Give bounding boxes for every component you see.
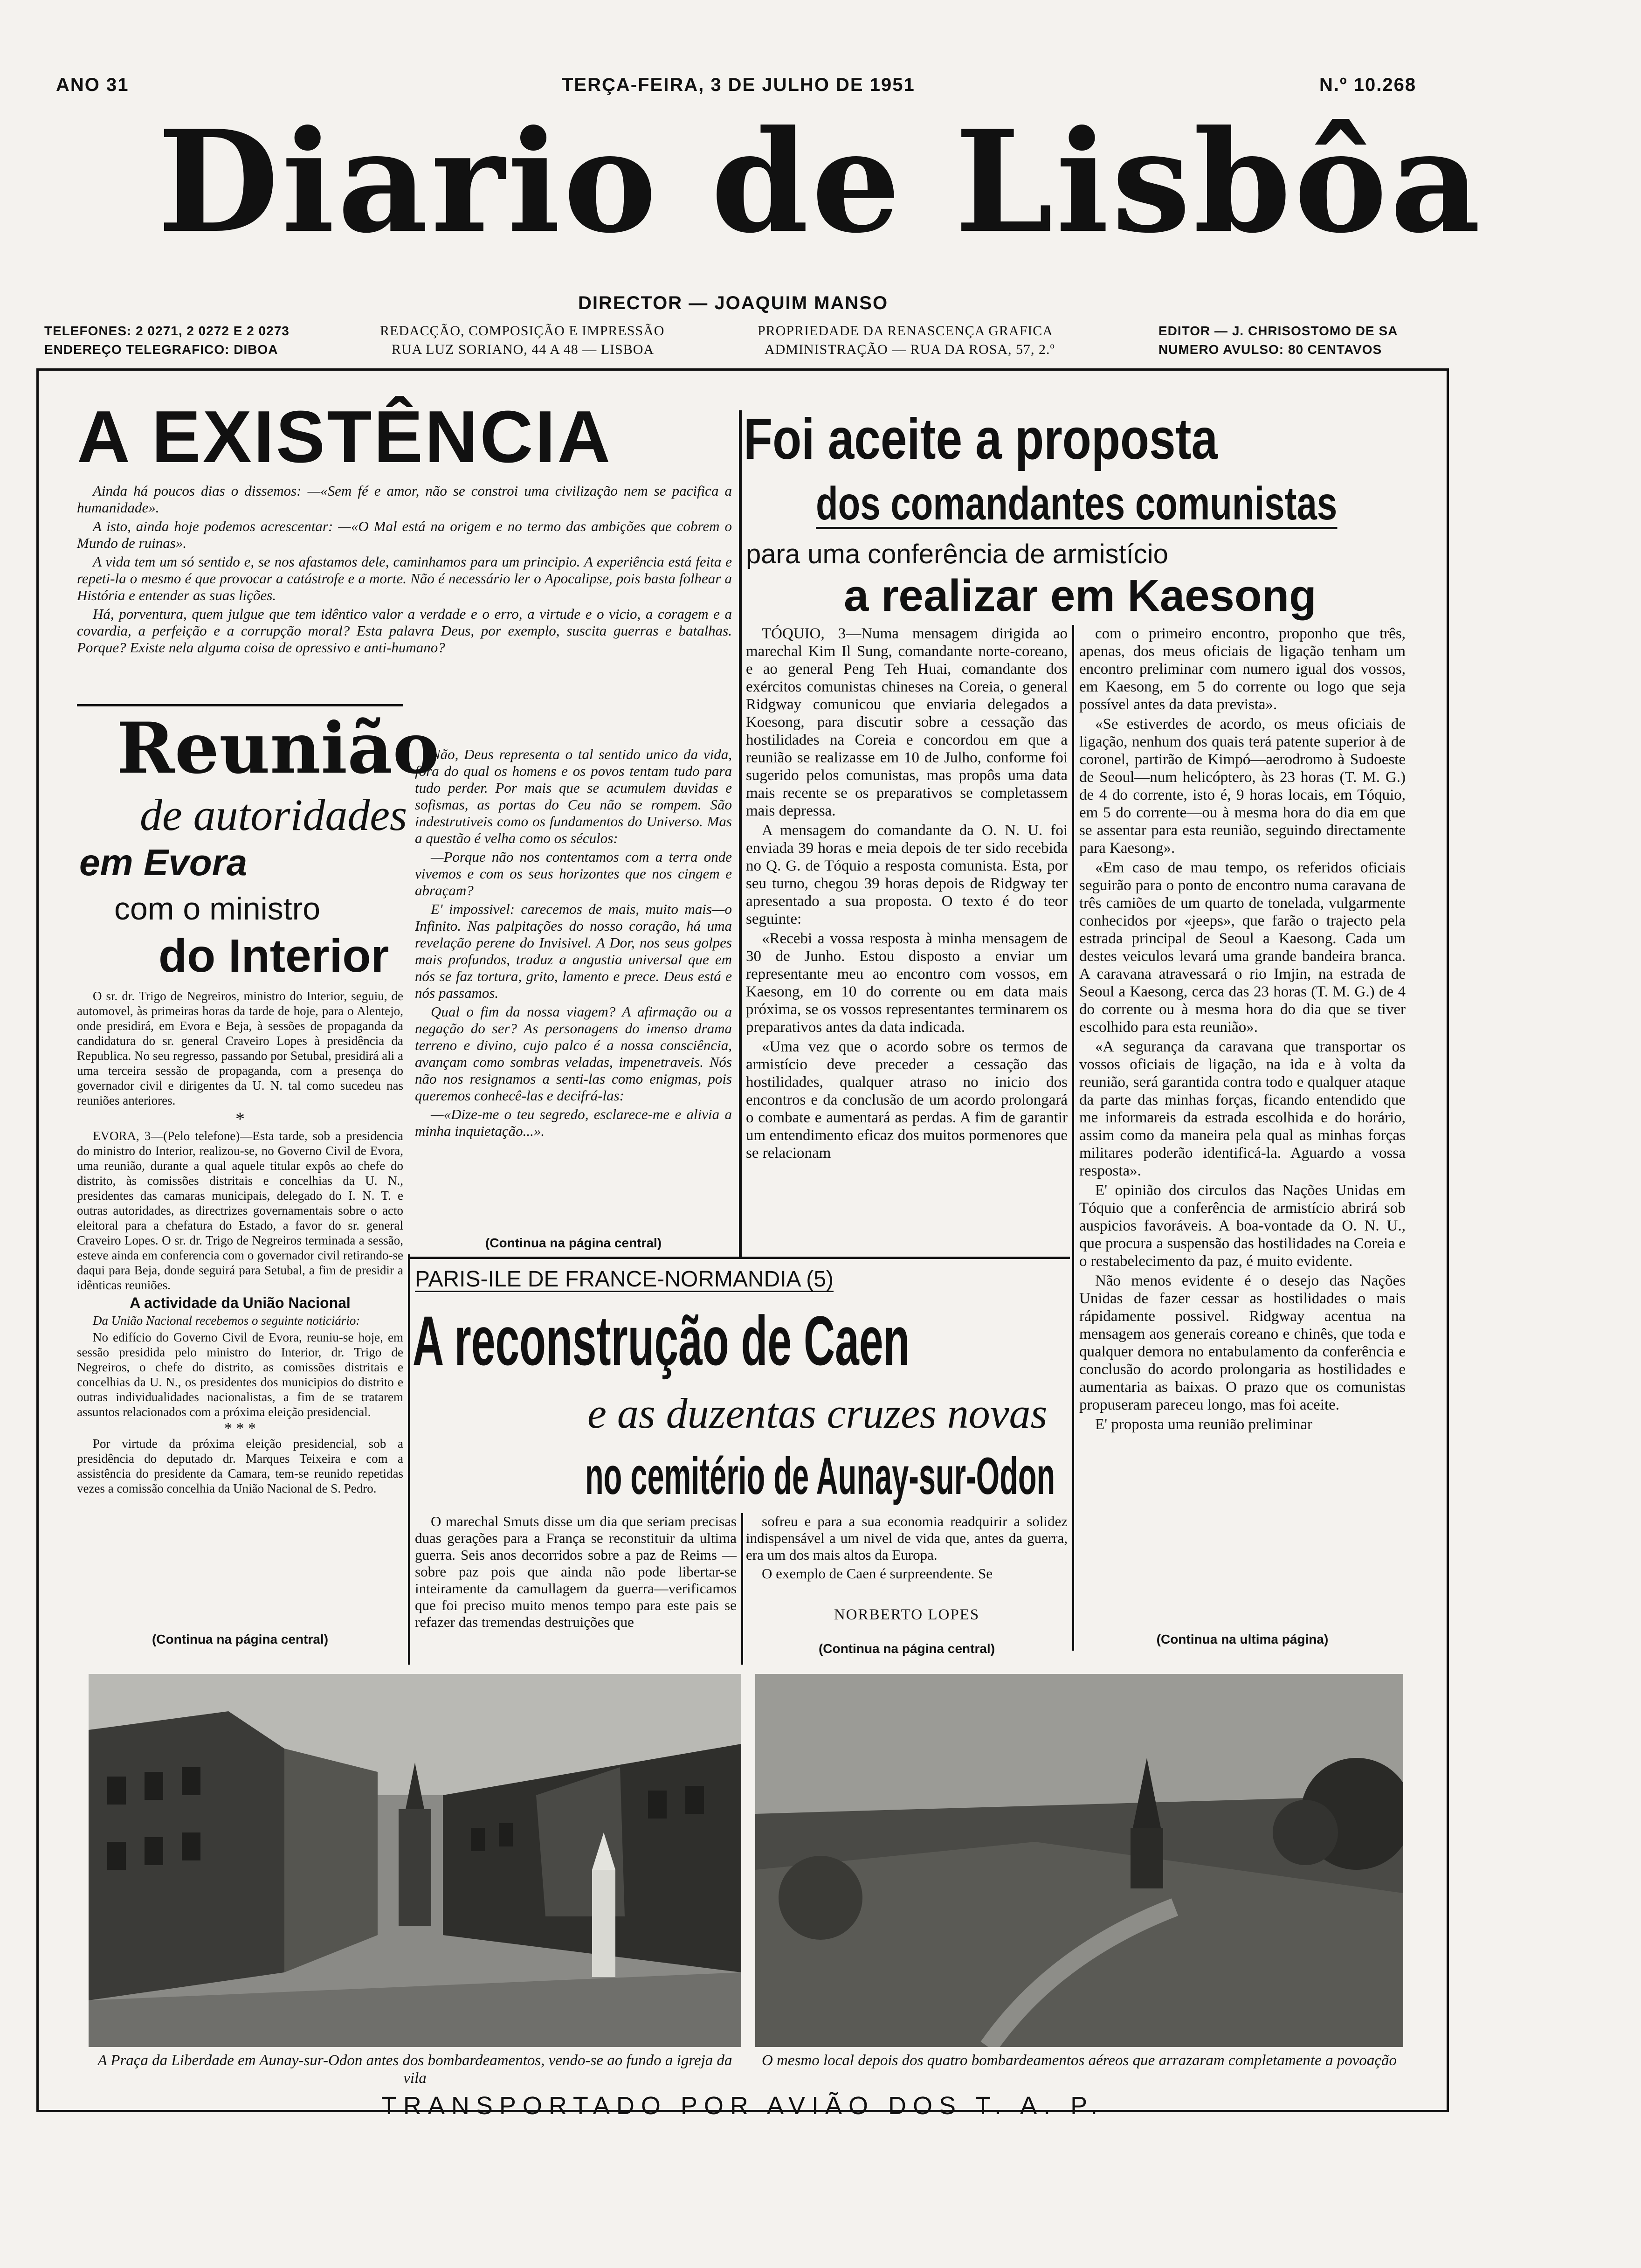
reuniao-subtitle-1: de autoridades — [140, 790, 407, 840]
reuniao-subtitle-4: do Interior — [159, 930, 389, 982]
caen-column-2: sofreu e para a sua economia readquirir a solidez indispensável a um nivel de vida que, antes da guerra, era um dos mais altos da Europa. O exemplo de Caen é surpreendente. Se — [746, 1513, 1068, 1582]
footer-transport: TRANSPORTADO POR AVIÃO DOS T. A. P. — [381, 2092, 1104, 2120]
editor: EDITOR — J. CHRISOSTOMO DE SA — [1158, 324, 1398, 338]
photo-after-bombing — [755, 1674, 1403, 2047]
column-divider — [739, 410, 742, 1259]
issue-number: N.º 10.268 — [1319, 75, 1417, 95]
caen-continue[interactable]: (Continua na página central) — [818, 1641, 995, 1656]
photo-caption-left: A Praça da Liberdade em Aunay-sur-Odon antes dos bombardeamentos, vendo-se ao fundo a igreja da vila — [97, 2052, 732, 2087]
reuniao-subheading: A actividade da União Nacional — [130, 1294, 351, 1311]
existencia-continue[interactable]: (Continua na página central) — [485, 1236, 662, 1250]
issue-date: TERÇA-FEIRA, 3 DE JULHO DE 1951 — [562, 75, 915, 95]
director-line: DIRECTOR — JOAQUIM MANSO — [578, 293, 889, 313]
redaccao: REDACÇÃO, COMPOSIÇÃO E IMPRESSÃO — [380, 323, 665, 339]
existencia-intro: Ainda há poucos dias o dissemos: —«Sem fé e amor, não se constroi uma civilização nem se pacifica a humanidade». A isto, ainda hoje podemos acrescentar: —«O Mal está na origem e no termo das ambições que cobrem o Mundo de ruinas». A vida tem um só sentido e, se nos afastamos dele, caminhamos para um principio. A experiência está feita e repeti-la o mesmo é que provocar a catástrofe e a morte. Não é necessário ler o Apocalipse, pois basta folhear a História e entender as suas lições. Há, porventura, quem julgue que tem idêntico valor a verdade e o erro, a virtude e o vicio, a coragem e a covardia, a perfeição e a corrupção moral? Esta palavra Deus, por exemplo, suscita guerras e batalhas. Porque? Existe nela alguma coisa de opressivo e anti-humano? — [77, 483, 732, 656]
caen-column-1: O marechal Smuts disse um dia que seriam precisas duas gerações para a França se reconstituir da ultima guerra. Seis anos decorridos sobre a paz de Reims — sobre paz pois que ainda não pode libertar-se inteiramente da camullagem da guerra—verificamos que foi preciso muito menos tempo para este pais se refazer das tremendas destruições que — [415, 1513, 737, 1630]
caen-headline-3: no cemitério de Aunay-sur-Odon — [585, 1447, 1055, 1505]
existencia-title: A EXISTÊNCIA — [77, 396, 613, 478]
korea-headline-1: Foi aceite a proposta — [744, 407, 1218, 471]
existencia-body: Não, Deus representa o tal sentido unico da vida, fora do qual os homens e os povos tentam tudo para tudo perder. Por mais que se acumulem duvidas e sofismas, as portas do Ceu não se rompem. São indestrutiveis como os fundamentos do Universo. Mas a questão é velha como os séculos: —Porque não nos contentamos com a terra onde vivemos e com os seus horizontes que nos cingem e abraçam? E' impossivel: carecemos de mais, muito mais—o Infinito. Nas palpitações do nosso coração, há uma revelação perene do Invisivel. A Dor, nos seus golpes mais profundos, traduz a angustia universal que em nós se faz tortura, grito, lamento e prece. Deus está e nós passamos. Qual o fim da nossa viagem? A afirmação ou a negação do ser? As personagens do imenso drama terreno e divino, cujo palco é a nossa consciência, avançam como sombras veladas, impenetraveis. Nós não nos resignamos a senti-las como enigmas, pois queremos conhecê-las e decifrá-las: —«Dize-me o teu segredo, esclarece-me e alivia a minha inquietação...». — [415, 746, 732, 1139]
phones: TELEFONES: 2 0271, 2 0272 E 2 0273 — [44, 324, 290, 338]
photo-before-bombing — [89, 1674, 741, 2047]
korea-headline-4: a realizar em Kaesong — [844, 571, 1317, 621]
reuniao-title: Reunião — [117, 707, 440, 789]
property: PROPRIEDADE DA RENASCENÇA GRAFICA — [758, 323, 1053, 339]
year-label: ANO 31 — [56, 75, 129, 95]
photo-before-illustration — [89, 1674, 741, 2047]
reuniao-continue[interactable]: (Continua na página central) — [152, 1632, 329, 1646]
photo-caption-right: O mesmo local depois dos quatro bombardeamentos aéreos que arrazaram completamente a povoação — [762, 2052, 1397, 2069]
column-divider-3 — [1072, 625, 1074, 1651]
caen-headline-2: e as duzentas cruzes novas — [587, 1390, 1048, 1437]
korea-continue[interactable]: (Continua na ultima página) — [1156, 1632, 1329, 1646]
masthead-title: Diario de Lisbôa — [157, 99, 1484, 264]
price: NUMERO AVULSO: 80 CENTAVOS — [1158, 342, 1382, 357]
address: RUA LUZ SORIANO, 44 A 48 — LISBOA — [392, 342, 655, 357]
korea-headline-3: para uma conferência de armistício — [746, 539, 1168, 569]
column-divider-2 — [408, 1254, 410, 1665]
section-rule — [77, 704, 403, 706]
korea-column-2: com o primeiro encontro, proponho que três, apenas, dos meus oficiais de ligação tenham um encontro preliminar com numero igual dos vossos, em Kaesong, em 5 do corrente ou logo que seja possível antes da data prevista». «Se estiverdes de acordo, os meus oficiais de ligação, nenhum dos quais terá patente superior à de coronel, partirão de Kimpó—aerodromo à Sudoeste de Seoul—num helicóptero, às 23 horas (T. M. G.) de 4 do corrente, isto é, 9 horas locais, em Tóquio, em 5 do corrente—ou à mesma hora do dia em que se assentar para esta reunião, seguindo directamente para Kaesong». «Em caso de mau tempo, os referidos oficiais seguirão para o ponto de encontro numa caravana de três camiões de um quarto de tonelada, vulgarmente conhecidos por «jeeps», que farão o trajecto pela estrada principal de Seoul a Kaesong. Cada um destes veiculos levará uma grande bandeira branca. A caravana atravessará o rio Imjin, na estrada de Seoul a Kaesong, cerca das 23 horas (T. M. G.) de 4 do corrente ou à mesma hora do dia que se tiver escolhido para esta reunião». «A segurança da caravana que transportar os vossos oficiais de ligação, na ida e à volta da reunião, será garantida contra todo e qualquer ataque da parte das minhas forças, ficando entendido que me informareis da estrada escolhida e do horário, assim como da maneira pela qual as minhas forças militares poderão identificá-la. Aguardo a vossa resposta». E' opinião dos circulos das Nações Unidas em Tóquio que a conferência de armistício abrirá sob auspicios favoráveis. A boa-vontade da O. N. U., que procura a suspensão das hostilidades na Coreia e o restabelecimento da paz, é muito evidente. Não menos evidente é o desejo das Nações Unidas de fazer cessar as hostilidades o mais rápidamente possivel. Ridgway acentua na mensagem aos generais coreano e chinês, que toda e qualquer demora no entabulamento da conferência e conclusão do acordo prolongaria as hostilidades e aumentaria as baixas. O prazo que os comunistas propuseram pareceu longo, mas foi aceite. E' proposta uma reunião preliminar — [1079, 625, 1406, 1433]
photo-after-illustration — [755, 1674, 1403, 2047]
caen-rule — [410, 1257, 1070, 1259]
korea-headline-2: dos comandantes comunistas — [816, 477, 1338, 530]
column-divider-4 — [741, 1513, 743, 1665]
reuniao-body: O sr. dr. Trigo de Negreiros, ministro do Interior, seguiu, de automovel, às primeiras horas da tarde de hoje, para o Alentejo, onde presidirá, em Evora e Beja, à sessões de propaganda da candidatura do sr. general Craveiro Lopes à presidência da Republica. No seu regresso, passando por Setubal, presidirá ali a uma terceira sessão de propaganda, com a presença do governador civil e dirigentes da U. N. tal como sucedeu nas reuniões anteriores. * EVORA, 3—(Pelo telefone)—Esta tarde, sob a presidencia do ministro do Interior, realizou-se, no Governo Civil de Evora, uma reunião, durante a qual aquele titular expôs ao chefe do distrito, às comissões distritais e concelhias da U. N., presidentes das camaras municipais, delegado do I. N. T. e outras autoridades, as directrizes governamentais sobre o acto eleitoral para a chefatura do Estado, a favor do sr. general Craveiro Lopes. O sr. dr. Trigo de Negreiros terminada a sessão, esteve ainda em conferencia com o governador civil retirando-se daqui para Beja, donde seguirá para Setubal, a fim de presidir a idênticas reuniões. A actividade da União Nacional Da União Nacional recebemos o seguinte noticiário: No edifício do Governo Civil de Evora, reuniu-se hoje, em sessão presidida pelo ministro do Interior, dr. Trigo de Negreiros, o chefe do distrito, as comissões distritais e concelhias da U. N., os presidentes dos municipios do distrito e outras individualidades nacionalistas, a fim de se tratarem assuntos relacionados com a próxima eleição presidencial. * * * Por virtude da próxima eleição presidencial, sob a presidência do deputado dr. Marques Teixeira e com a assistência do presidente da Camara, tem-se reunido repetidas vezes a comissão concelhia da União Nacional de S. Pedro. — [77, 989, 403, 1495]
reuniao-subtitle-3: com o ministro — [114, 891, 321, 927]
telegraph: ENDEREÇO TELEGRAFICO: DIBOA — [44, 342, 278, 357]
caen-author: NORBERTO LOPES — [834, 1606, 980, 1623]
caen-headline-1: A reconstrução de Caen — [413, 1301, 910, 1380]
caen-kicker: PARIS-ILE DE FRANCE-NORMANDIA (5) — [415, 1267, 834, 1292]
administration: ADMINISTRAÇÃO — RUA DA ROSA, 57, 2.º — [765, 342, 1055, 357]
reuniao-subtitle-2: em Evora — [79, 842, 248, 883]
korea-column-1: TÓQUIO, 3—Numa mensagem dirigida ao marechal Kim Il Sung, comandante norte-coreano, e ao general Peng Teh Huai, comandante dos exércitos comunistas chineses na Coreia, o general Ridgway comunicou que enviaria delegados a Koesong, para discutir sobre a cessação das hostilidades na Coreia e concordou em que a reunião se realizasse em 10 de Julho, conforme foi sugerido pelos comunistas, mas propôs uma data mais recente se os preparativos se completassem mais depressa. A mensagem do comandante da O. N. U. foi enviada 39 horas e meia depois de ter sido recebida no Q. G. de Tóquio a resposta comunista. Esta, por seu turno, chegou 39 horas depois de Ridgway ter apresentado a sua proposta. O texto é do teor seguinte: «Recebi a vossa resposta à minha mensagem de 30 de Junho. Estou disposto a enviar um representante meu ao encontro com vossos, em Kaesong, em 10 do corrente ou em data mais próxima, se os vossos representantes terminarem os preparativos antes da data indicada. «Uma vez que o acordo sobre os termos de armistício deve preceder a cessação das hostilidades, qualquer atraso no inicio dos encontros e da conclusão de um acordo prolongará o combate e aumentará as perdas. A fim de garantir um entendimento eficaz dos muitos pormenores que se relacionam — [746, 625, 1068, 1162]
